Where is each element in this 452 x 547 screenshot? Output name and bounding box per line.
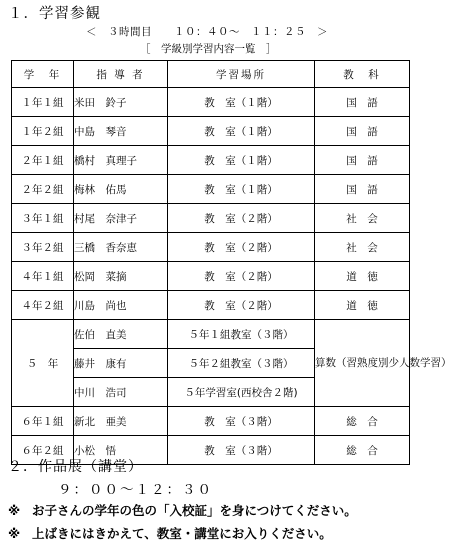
cell-subject: 総 合: [315, 436, 410, 465]
cell-place: 教 室（３階）: [168, 407, 315, 436]
cell-place: ５年学習室(西校舎２階): [168, 378, 315, 407]
cell-grade-5: ５ 年: [12, 320, 74, 407]
table-row: [12, 407, 410, 436]
cell-grade: ２年１組: [12, 146, 74, 175]
table-row: [12, 88, 410, 117]
cell-place: 教 室（１階）: [168, 146, 315, 175]
cell-teacher: 藤井 康有: [74, 349, 168, 378]
cell-teacher: 村尾 奈津子: [74, 204, 168, 233]
cell-subject: 社 会: [315, 204, 410, 233]
cell-subject: 国 語: [315, 117, 410, 146]
note-mark: ※: [8, 526, 21, 541]
cell-place: 教 室（１階）: [168, 88, 315, 117]
header-subject: 教 科: [315, 61, 410, 88]
cell-subject: 社 会: [315, 233, 410, 262]
table-row: [12, 291, 410, 320]
cell-place: 教 室（２階）: [168, 291, 315, 320]
period-time: ＜ ３時間目 １０：４０～ １１：２５ ＞: [86, 26, 328, 38]
cell-place: 教 室（２階）: [168, 204, 315, 233]
cell-subject: 国 語: [315, 175, 410, 204]
cell-teacher: 梅林 佑馬: [74, 175, 168, 204]
cell-place: 教 室（３階）: [168, 436, 315, 465]
header-place: 学習場所: [168, 61, 315, 88]
cell-grade: ４年２組: [12, 291, 74, 320]
cell-grade: ６年２組: [12, 436, 74, 465]
cell-subject: 国 語: [315, 146, 410, 175]
cell-teacher: 川島 尚也: [74, 291, 168, 320]
cell-teacher: 中川 浩司: [74, 378, 168, 407]
cell-teacher: 佐伯 直美: [74, 320, 168, 349]
header-teacher: 指 導 者: [74, 61, 168, 88]
table-row: [12, 146, 410, 175]
table-subtitle: ［ 学級別学習内容一覧 ］: [140, 43, 277, 55]
section-2-title: ２．作品展（講堂）: [8, 459, 143, 475]
cell-subject: 道 徳: [315, 262, 410, 291]
cell-teacher: 橋村 真理子: [74, 146, 168, 175]
cell-grade: ６年１組: [12, 407, 74, 436]
cell-place: 教 室（２階）: [168, 262, 315, 291]
cell-place: 教 室（２階）: [168, 233, 315, 262]
cell-subject-grade5: 算数（習熟度別少人数学習）: [315, 320, 410, 407]
cell-grade: ３年２組: [12, 233, 74, 262]
cell-teacher: 米田 鈴子: [74, 88, 168, 117]
cell-grade: ４年１組: [12, 262, 74, 291]
table-row: [12, 204, 410, 233]
note-2-text: 上ばきにはきかえて、教室・講堂にお入りください。: [32, 526, 332, 541]
cell-grade: ３年１組: [12, 204, 74, 233]
cell-place: 教 室（１階）: [168, 117, 315, 146]
section-1-title: １．学習参観: [8, 6, 101, 22]
cell-teacher: 小松 悟: [74, 436, 168, 465]
cell-grade: ２年２組: [12, 175, 74, 204]
cell-grade: １年２組: [12, 117, 74, 146]
table-row: [12, 175, 410, 204]
table-row: [12, 117, 410, 146]
cell-place: ５年２組教室（３階）: [168, 349, 315, 378]
table-row: [12, 262, 410, 291]
class-schedule-table: [11, 60, 452, 465]
cell-teacher: 三橋 香奈恵: [74, 233, 168, 262]
table-row: [12, 233, 410, 262]
cell-subject: 道 徳: [315, 291, 410, 320]
table-row-grade5: [12, 320, 410, 349]
cell-grade: １年１組: [12, 88, 74, 117]
cell-teacher: 新北 亜美: [74, 407, 168, 436]
cell-place: ５年１組教室（３階）: [168, 320, 315, 349]
cell-subject: 国 語: [315, 88, 410, 117]
cell-subject: 総 合: [315, 407, 410, 436]
exhibition-time: ９：００～１２：３０: [58, 482, 213, 498]
note-2: [8, 524, 332, 542]
cell-teacher: 松岡 菜摘: [74, 262, 168, 291]
note-1-text: お子さんの学年の色の「入校証」を身につけてください。: [32, 503, 357, 518]
cell-place: 教 室（１階）: [168, 175, 315, 204]
note-1: [8, 501, 357, 519]
cell-teacher: 中島 琴音: [74, 117, 168, 146]
note-mark: ※: [8, 503, 21, 518]
table-header-row: [12, 61, 410, 88]
header-grade: 学 年: [12, 61, 74, 88]
